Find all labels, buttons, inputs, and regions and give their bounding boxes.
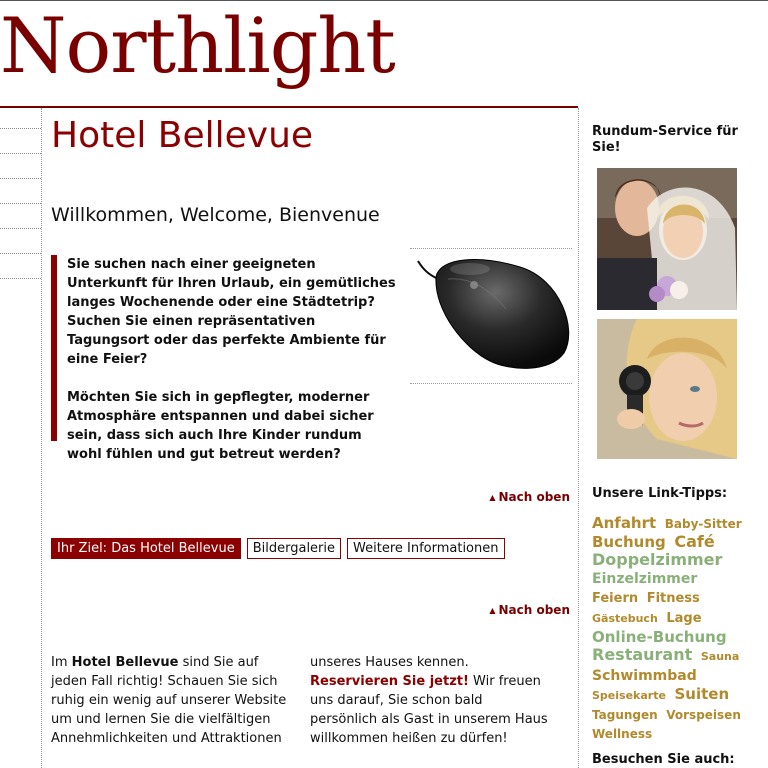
wellness-photo[interactable] bbox=[597, 319, 737, 459]
tag-link[interactable]: Vorspeisen bbox=[666, 708, 741, 722]
nav-item[interactable] bbox=[0, 108, 41, 129]
text: Im bbox=[51, 655, 72, 670]
tag-link[interactable]: Sauna bbox=[700, 650, 740, 663]
nav-item[interactable] bbox=[0, 179, 41, 204]
back-to-top-link[interactable] bbox=[489, 603, 570, 617]
back-to-top-label: Nach oben bbox=[498, 603, 570, 617]
wedding-photo[interactable] bbox=[597, 168, 737, 310]
tag-link[interactable]: Buchung bbox=[592, 533, 666, 551]
back-to-top-label: Nach oben bbox=[498, 490, 570, 504]
text-column-right bbox=[310, 653, 550, 748]
intro-paragraph: Möchten Sie sich in gepflegter, moderner Atmosphäre entspannen und dabei sicher sein, dass sich auch Ihre Kinder rundum wohl fühlen und gut betreut werden? bbox=[67, 390, 374, 462]
mouse-image bbox=[410, 248, 572, 384]
tag-link[interactable]: Tagungen bbox=[592, 708, 658, 722]
tag-link[interactable]: Anfahrt bbox=[592, 514, 657, 532]
tag-link[interactable]: Lage bbox=[666, 611, 702, 626]
tag-link[interactable]: Online-Buchung bbox=[592, 628, 727, 646]
tab-gallery[interactable]: Bildergalerie bbox=[247, 538, 341, 559]
text-column-left bbox=[51, 653, 291, 748]
back-to-top-link[interactable] bbox=[489, 490, 570, 504]
tab-hotel-bellevue[interactable]: Ihr Ziel: Das Hotel Bellevue bbox=[51, 538, 241, 559]
arrow-up-icon: ▲ bbox=[489, 606, 496, 615]
nav-item[interactable] bbox=[0, 254, 41, 279]
reserve-link[interactable]: Reservieren Sie jetzt! bbox=[310, 674, 469, 689]
tag-link[interactable]: Wellness bbox=[592, 727, 653, 741]
left-nav bbox=[0, 108, 41, 279]
tab-bar bbox=[51, 538, 505, 559]
tag-link[interactable]: Restaurant bbox=[592, 645, 693, 664]
tag-link[interactable]: Baby-Sitter bbox=[664, 517, 742, 531]
nav-item[interactable] bbox=[0, 129, 41, 154]
tag-link[interactable]: Speisekarte bbox=[592, 689, 666, 702]
text: unseres Hauses kennen. bbox=[310, 655, 469, 670]
tag-link[interactable]: Café bbox=[674, 532, 715, 551]
tag-link[interactable]: Doppelzimmer bbox=[592, 550, 723, 569]
intro-quote bbox=[51, 255, 399, 462]
hotel-name: Hotel Bellevue bbox=[71, 655, 179, 670]
service-heading: Rundum-Service für Sie! bbox=[592, 124, 738, 155]
tag-link[interactable]: Feiern bbox=[592, 591, 639, 606]
text: sind Sie auf jeden Fall richtig! Schauen Sie sich ruhig ein wenig auf unserer Website um und lernen Sie die vielfältigen Annehmlichkeiten und Attraktionen bbox=[51, 655, 287, 746]
tag-cloud bbox=[592, 514, 752, 743]
main-content bbox=[41, 108, 579, 768]
link-tips-heading: Unsere Link-Tipps: bbox=[592, 486, 728, 501]
welcome-heading: Willkommen, Welcome, Bienvenue bbox=[51, 204, 380, 226]
tag-link[interactable]: Schwimmbad bbox=[592, 668, 697, 684]
text: Wir freuen uns darauf, Sie schon bald persönlich als Gast in unserem Haus willkommen heißen zu dürfen! bbox=[310, 674, 548, 746]
computer-mouse-icon bbox=[410, 249, 572, 383]
page-title: Hotel Bellevue bbox=[51, 115, 314, 156]
nav-item[interactable] bbox=[0, 229, 41, 254]
visit-heading: Besuchen Sie auch: bbox=[592, 752, 735, 767]
site-logo[interactable]: Northlight bbox=[0, 1, 395, 90]
tag-link[interactable]: Suiten bbox=[674, 685, 730, 703]
nav-item[interactable] bbox=[0, 204, 41, 229]
tag-link[interactable]: Einzelzimmer bbox=[592, 571, 698, 587]
intro-paragraph: Sie suchen nach einer geeigneten Unterkunft für Ihren Urlaub, ein gemütliches langes Wochenende oder eine Städtetrip? Suchen Sie einen repräsentativen Tagungsort oder das perfekte Ambiente für eine Feier? bbox=[67, 257, 396, 367]
arrow-up-icon: ▲ bbox=[489, 493, 496, 502]
tag-link[interactable]: Gästebuch bbox=[592, 612, 658, 625]
nav-item[interactable] bbox=[0, 154, 41, 179]
tag-link[interactable]: Fitness bbox=[646, 591, 700, 606]
tab-more-info[interactable]: Weitere Informationen bbox=[347, 538, 504, 559]
